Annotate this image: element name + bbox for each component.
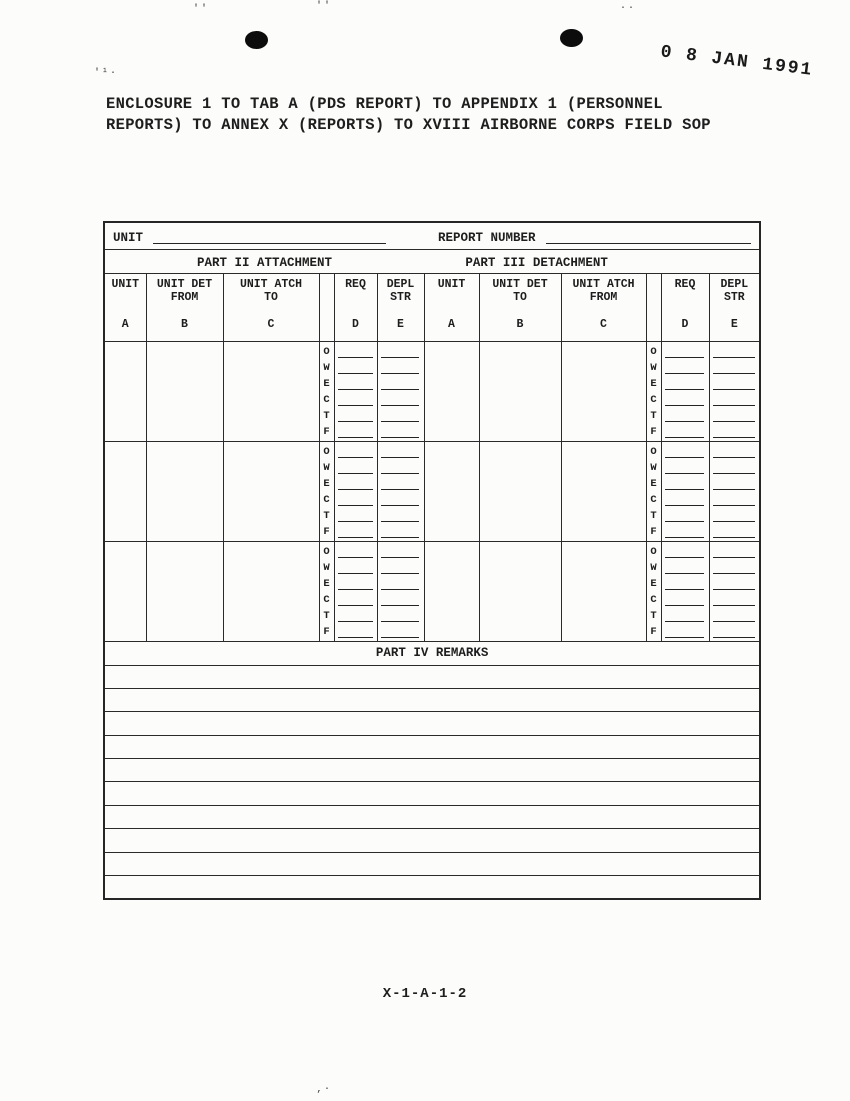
att-unit-entry-cell[interactable] xyxy=(104,441,146,541)
row-letter: O xyxy=(650,445,657,458)
document-title-line2: REPORTS) TO ANNEX X (REPORTS) TO XVIII AIRBORNE CORPS FIELD SOP xyxy=(106,116,711,134)
remarks-line-row xyxy=(104,735,760,758)
det-unit-det-entry-cell[interactable] xyxy=(479,541,561,641)
remarks-line-row xyxy=(104,805,760,828)
blank-entry-line[interactable] xyxy=(337,392,375,408)
blank-entry-line[interactable] xyxy=(380,576,422,592)
det-depl-str-blank-lines[interactable] xyxy=(709,341,760,441)
blank-entry-line[interactable] xyxy=(337,508,375,524)
att-req-blank-lines[interactable] xyxy=(334,441,377,541)
blank-entry-line[interactable] xyxy=(664,508,707,524)
blank-entry-line[interactable] xyxy=(337,376,375,392)
blank-entry-line[interactable] xyxy=(664,544,707,560)
form-data-row xyxy=(104,541,760,641)
att-unit-atch-entry-cell[interactable] xyxy=(223,541,319,641)
blank-entry-line[interactable] xyxy=(380,344,422,360)
blank-entry-line[interactable] xyxy=(337,444,375,460)
blank-entry-line[interactable] xyxy=(712,460,758,476)
blank-entry-line[interactable] xyxy=(337,608,375,624)
date-stamp: 0 8 JAN 1991 xyxy=(659,42,815,81)
att-depl-str-blank-lines[interactable] xyxy=(377,341,424,441)
column-header-row xyxy=(104,273,760,341)
remarks-entry-line[interactable] xyxy=(104,712,760,735)
blank-entry-line[interactable] xyxy=(337,592,375,608)
row-letter: E xyxy=(323,377,330,390)
row-letter: C xyxy=(323,493,330,506)
row-letter: C xyxy=(650,593,657,606)
row-letter: T xyxy=(323,609,330,622)
blank-entry-line[interactable] xyxy=(337,544,375,560)
row-letter: E xyxy=(323,477,330,490)
blank-entry-line[interactable] xyxy=(337,576,375,592)
blank-entry-line[interactable] xyxy=(712,476,758,492)
col-header-det-depl-str: DEPL STR E xyxy=(709,273,760,341)
att-unit-det-entry-cell[interactable] xyxy=(146,441,223,541)
remarks-section xyxy=(104,665,760,899)
scan-artifact: ·· xyxy=(620,3,637,14)
blank-entry-line[interactable] xyxy=(664,560,707,576)
blank-entry-line[interactable] xyxy=(337,424,375,440)
att-depl-str-blank-lines[interactable] xyxy=(377,441,424,541)
blank-entry-line[interactable] xyxy=(712,408,758,424)
att-owectf-letter-column xyxy=(319,341,334,441)
remarks-line-row xyxy=(104,782,760,805)
det-depl-str-blank-lines[interactable] xyxy=(709,541,760,641)
blank-entry-line[interactable] xyxy=(712,508,758,524)
row-letter: W xyxy=(323,361,330,374)
det-depl-str-blank-lines[interactable] xyxy=(709,441,760,541)
blank-entry-line[interactable] xyxy=(664,408,707,424)
row-letter: O xyxy=(650,345,657,358)
remarks-entry-line[interactable] xyxy=(104,688,760,711)
det-unit-atch-entry-cell[interactable] xyxy=(561,541,646,641)
row-letter: C xyxy=(650,493,657,506)
att-unit-atch-entry-cell[interactable] xyxy=(223,341,319,441)
remarks-entry-line[interactable] xyxy=(104,735,760,758)
blank-entry-line[interactable] xyxy=(712,360,758,376)
row-letter: T xyxy=(323,509,330,522)
remarks-entry-line[interactable] xyxy=(104,782,760,805)
blank-entry-line[interactable] xyxy=(664,492,707,508)
blank-entry-line[interactable] xyxy=(712,424,758,440)
remarks-line-row xyxy=(104,852,760,875)
remarks-entry-line[interactable] xyxy=(104,805,760,828)
blank-entry-line[interactable] xyxy=(664,360,707,376)
att-req-blank-lines[interactable] xyxy=(334,341,377,441)
blank-entry-line[interactable] xyxy=(664,476,707,492)
det-unit-entry-cell[interactable] xyxy=(424,541,479,641)
col-header-att-unit: UNIT A xyxy=(104,273,146,341)
blank-entry-line[interactable] xyxy=(712,524,758,540)
form-header-section xyxy=(104,222,760,341)
row-letter: T xyxy=(650,609,657,622)
row-letter: W xyxy=(650,561,657,574)
row-letter: T xyxy=(323,409,330,422)
row-letter: E xyxy=(650,477,657,490)
blank-entry-line[interactable] xyxy=(712,444,758,460)
row-letter: W xyxy=(650,361,657,374)
pds-report-form xyxy=(103,221,761,900)
det-req-blank-lines[interactable] xyxy=(661,341,709,441)
att-unit-det-entry-cell[interactable] xyxy=(146,541,223,641)
remarks-line-row xyxy=(104,829,760,852)
det-unit-atch-entry-cell[interactable] xyxy=(561,441,646,541)
blank-entry-line[interactable] xyxy=(664,592,707,608)
scan-artifact: '' xyxy=(316,1,333,12)
row-letter: W xyxy=(323,461,330,474)
remarks-entry-line[interactable] xyxy=(104,665,760,688)
row-letter: F xyxy=(650,525,657,538)
blank-entry-line[interactable] xyxy=(712,592,758,608)
blank-entry-line[interactable] xyxy=(380,524,422,540)
row-letter: F xyxy=(650,425,657,438)
row-letter: O xyxy=(323,445,330,458)
blank-entry-line[interactable] xyxy=(380,460,422,476)
hole-punch-mark xyxy=(560,29,583,47)
blank-entry-line[interactable] xyxy=(337,460,375,476)
blank-entry-line[interactable] xyxy=(664,524,707,540)
report-number-label: REPORT NUMBER xyxy=(438,230,536,245)
row-letter: T xyxy=(650,409,657,422)
att-owectf-letter-column xyxy=(319,541,334,641)
blank-entry-line[interactable] xyxy=(337,344,375,360)
det-req-blank-lines[interactable] xyxy=(661,441,709,541)
row-letter: C xyxy=(650,393,657,406)
blank-entry-line[interactable] xyxy=(712,392,758,408)
att-depl-str-blank-lines[interactable] xyxy=(377,541,424,641)
col-header-att-depl-str: DEPL STR E xyxy=(377,273,424,341)
det-unit-atch-entry-cell[interactable] xyxy=(561,341,646,441)
remarks-line-row xyxy=(104,688,760,711)
row-letter: W xyxy=(650,461,657,474)
blank-entry-line[interactable] xyxy=(712,576,758,592)
blank-entry-line[interactable] xyxy=(380,424,422,440)
scan-artifact: '¹· xyxy=(94,68,119,79)
att-unit-det-entry-cell[interactable] xyxy=(146,341,223,441)
det-unit-entry-cell[interactable] xyxy=(424,441,479,541)
row-letter: C xyxy=(323,593,330,606)
part3-title: PART III DETACHMENT xyxy=(424,249,760,273)
report-number-entry-line[interactable] xyxy=(546,232,752,244)
col-header-att-unit-atch-to: UNIT ATCH TO C xyxy=(223,273,319,341)
blank-entry-line[interactable] xyxy=(337,408,375,424)
att-unit-atch-entry-cell[interactable] xyxy=(223,441,319,541)
row-letter: O xyxy=(323,345,330,358)
blank-entry-line[interactable] xyxy=(380,392,422,408)
row-letter: F xyxy=(323,625,330,638)
form-data-rows xyxy=(104,341,760,641)
blank-entry-line[interactable] xyxy=(380,376,422,392)
col-header-det-unit-det-to: UNIT DET TO B xyxy=(479,273,561,341)
hole-punch-mark xyxy=(245,31,268,49)
row-letter: O xyxy=(323,545,330,558)
col-header-det-spacer xyxy=(646,273,661,341)
blank-entry-line[interactable] xyxy=(664,376,707,392)
blank-entry-line[interactable] xyxy=(337,560,375,576)
blank-entry-line[interactable] xyxy=(380,476,422,492)
row-letter: F xyxy=(323,525,330,538)
part2-title: PART II ATTACHMENT xyxy=(104,249,424,273)
form-data-row xyxy=(104,441,760,541)
part4-title: PART IV REMARKS xyxy=(104,641,760,665)
form-data-row xyxy=(104,341,760,441)
blank-entry-line[interactable] xyxy=(664,460,707,476)
part4-section xyxy=(104,641,760,665)
row-letter: F xyxy=(323,425,330,438)
col-header-det-unit-atch-from: UNIT ATCH FROM C xyxy=(561,273,646,341)
row-letter: O xyxy=(650,545,657,558)
remarks-line-row xyxy=(104,665,760,688)
row-letter: T xyxy=(650,509,657,522)
att-unit-entry-cell[interactable] xyxy=(104,341,146,441)
blank-entry-line[interactable] xyxy=(380,492,422,508)
det-owectf-letter-column xyxy=(646,341,661,441)
blank-entry-line[interactable] xyxy=(380,608,422,624)
att-unit-entry-cell[interactable] xyxy=(104,541,146,641)
blank-entry-line[interactable] xyxy=(380,444,422,460)
unit-label: UNIT xyxy=(113,230,144,245)
row-letter: E xyxy=(650,577,657,590)
det-unit-det-entry-cell[interactable] xyxy=(479,341,561,441)
blank-entry-line[interactable] xyxy=(337,624,375,640)
blank-entry-line[interactable] xyxy=(664,344,707,360)
remarks-entry-line[interactable] xyxy=(104,852,760,875)
remarks-entry-line[interactable] xyxy=(104,829,760,852)
det-owectf-letter-column xyxy=(646,441,661,541)
blank-entry-line[interactable] xyxy=(337,524,375,540)
blank-entry-line[interactable] xyxy=(712,624,758,640)
blank-entry-line[interactable] xyxy=(380,408,422,424)
remarks-entry-line[interactable] xyxy=(104,759,760,782)
remarks-line-row xyxy=(104,712,760,735)
blank-entry-line[interactable] xyxy=(664,624,707,640)
blank-entry-line[interactable] xyxy=(664,608,707,624)
blank-entry-line[interactable] xyxy=(712,344,758,360)
det-unit-det-entry-cell[interactable] xyxy=(479,441,561,541)
document-title xyxy=(106,94,711,136)
col-header-det-unit: UNIT A xyxy=(424,273,479,341)
blank-entry-line[interactable] xyxy=(712,492,758,508)
blank-entry-line[interactable] xyxy=(712,608,758,624)
blank-entry-line[interactable] xyxy=(337,492,375,508)
document-title-line1: ENCLOSURE 1 TO TAB A (PDS REPORT) TO APPENDIX 1 (PERSONNEL xyxy=(106,95,663,113)
blank-entry-line[interactable] xyxy=(380,544,422,560)
page-number: X-1-A-1-2 xyxy=(382,986,468,1002)
col-header-att-req: REQ D xyxy=(334,273,377,341)
remarks-line-row xyxy=(104,759,760,782)
det-unit-entry-cell[interactable] xyxy=(424,341,479,441)
scan-artifact: ‚· xyxy=(316,1084,333,1095)
scan-artifact: '' xyxy=(193,4,210,15)
blank-entry-line[interactable] xyxy=(664,392,707,408)
row-letter: F xyxy=(650,625,657,638)
col-header-att-unit-det-from: UNIT DET FROM B xyxy=(146,273,223,341)
blank-entry-line[interactable] xyxy=(380,360,422,376)
blank-entry-line[interactable] xyxy=(337,476,375,492)
blank-entry-line[interactable] xyxy=(380,560,422,576)
row-letter: W xyxy=(323,561,330,574)
att-owectf-letter-column xyxy=(319,441,334,541)
blank-entry-line[interactable] xyxy=(712,376,758,392)
part4-title-row xyxy=(104,641,760,665)
blank-entry-line[interactable] xyxy=(664,424,707,440)
blank-entry-line[interactable] xyxy=(380,592,422,608)
blank-entry-line[interactable] xyxy=(712,560,758,576)
remarks-line-row xyxy=(104,876,760,899)
blank-entry-line[interactable] xyxy=(380,624,422,640)
part-titles-row xyxy=(104,249,760,273)
unit-entry-line[interactable] xyxy=(153,232,386,244)
blank-entry-line[interactable] xyxy=(337,360,375,376)
col-header-att-spacer xyxy=(319,273,334,341)
col-header-det-req: REQ D xyxy=(661,273,709,341)
det-req-blank-lines[interactable] xyxy=(661,541,709,641)
row-letter: E xyxy=(650,377,657,390)
unit-report-row xyxy=(104,222,760,249)
blank-entry-line[interactable] xyxy=(380,508,422,524)
blank-entry-line[interactable] xyxy=(664,576,707,592)
att-req-blank-lines[interactable] xyxy=(334,541,377,641)
row-letter: E xyxy=(323,577,330,590)
blank-entry-line[interactable] xyxy=(712,544,758,560)
row-letter: C xyxy=(323,393,330,406)
blank-entry-line[interactable] xyxy=(664,444,707,460)
det-owectf-letter-column xyxy=(646,541,661,641)
remarks-entry-line[interactable] xyxy=(104,876,760,899)
